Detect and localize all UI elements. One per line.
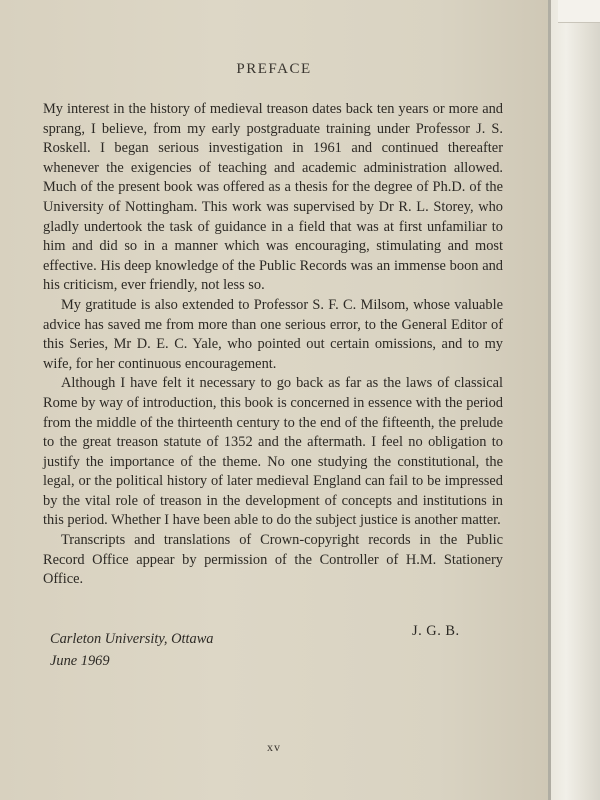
page-crease — [548, 0, 551, 800]
page-heading: PREFACE — [236, 61, 312, 77]
signature-initials: J. G. B. — [412, 623, 460, 639]
signature-date: June 1969 — [50, 653, 110, 669]
signature-block — [50, 623, 470, 672]
paper-tab — [558, 0, 600, 23]
facing-page-edge — [548, 0, 600, 800]
paragraph-2: My gratitude is also extended to Professor S. F. C. Milsom, whose valuable advice has saved me from more than one serious error, to the General Editor of this Series, Mr D. E. C. Yale, who pointed out certain omissions, and to my wife, for her continuous encouragement. — [43, 296, 503, 372]
page-number: xv — [267, 740, 281, 754]
paragraph-3: Although I have felt it necessary to go back as far as the laws of classical Rome by way of introduction, this book is concerned in essence with the period from the middle of the thirteenth century to the end of the fifteenth, the prelude to the great treason statute of 1352 and the aftermath. I feel no obligation to justify the importance of the theme. No one studying the constitutional, the legal, or the political history of later medieval England can fail to be impressed by the vital role of treason in the development of concepts and institutions in this period. Whether I have been able to do the subject justice is another matter. — [43, 375, 503, 529]
paragraph-4: Transcripts and translations of Crown-copyright records in the Public Record Office appear by permission of the Controller of H.M. Stationery Office. — [43, 532, 503, 588]
preface-body — [43, 100, 503, 590]
paragraph-1: My interest in the history of medieval treason dates back ten years or more and sprang, I believe, from my early postgraduate training under Professor J. S. Roskell. I began serious investigation in 1961 and continued thereafter whenever the exigencies of teaching and academic administration allowed. Much of the present book was offered as a thesis for the degree of Ph.D. of the University of Nottingham. This work was supervised by Dr R. L. Storey, who gladly undertook the task of guidance in a field that was at first unfamiliar to him and did so in a manner which was encouraging, stimulating and most effective. His deep knowledge of the Public Records was an immense boon and his criticism, ever friendly, not less so. — [43, 101, 503, 294]
signature-place: Carleton University, Ottawa — [50, 631, 214, 647]
